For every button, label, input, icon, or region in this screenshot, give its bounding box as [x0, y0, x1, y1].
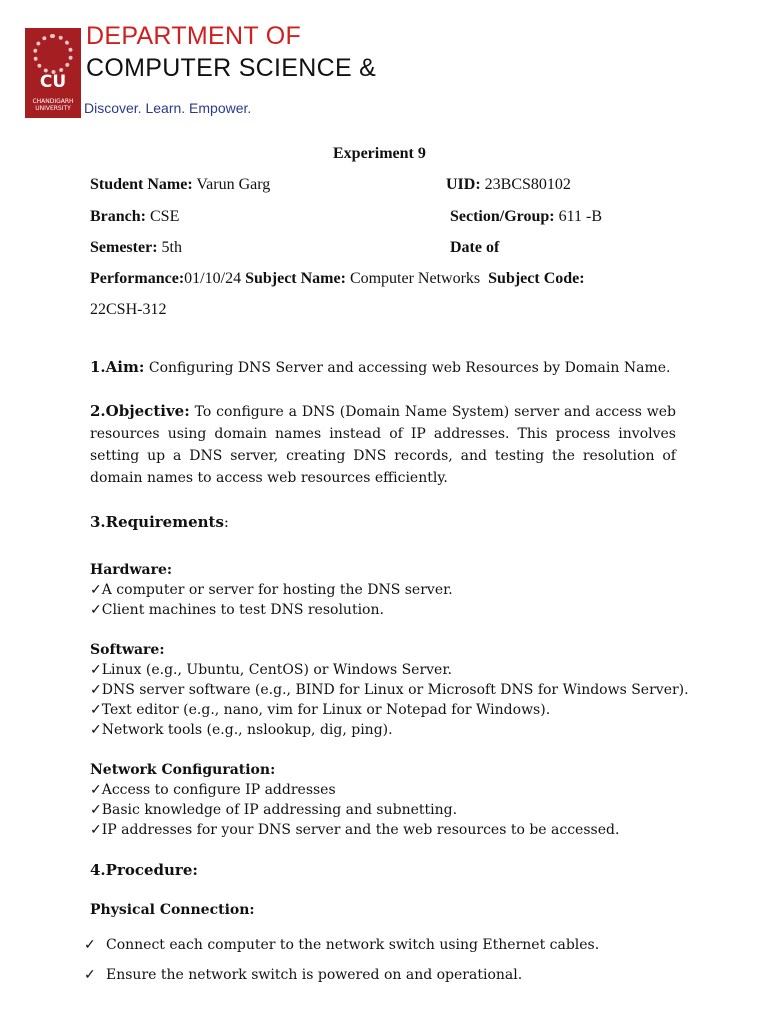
procedure-list — [84, 930, 599, 990]
uid-label: UID: — [446, 176, 481, 193]
section-row — [450, 208, 602, 226]
network-config-list — [90, 780, 619, 840]
branch-row — [90, 208, 179, 226]
software-list — [90, 660, 689, 740]
network-config-title: Network Configuration: — [90, 762, 276, 778]
branch-label: Branch: — [90, 208, 146, 225]
list-item: ✓ Ensure the network switch is powered on and operational. — [84, 960, 599, 990]
section-label: Section/Group: — [450, 208, 555, 225]
objective-section — [90, 400, 676, 489]
hardware-title: Hardware: — [90, 562, 173, 578]
check-icon: ✓ — [90, 582, 102, 598]
performance-row — [90, 270, 585, 288]
list-item: ✓Text editor (e.g., nano, vim for Linux or Notepad for Windows). — [90, 702, 551, 718]
subject-code-value: 22CSH-312 — [90, 301, 167, 318]
tagline: Discover. Learn. Empower. — [84, 100, 252, 116]
gear-emblem-icon — [33, 34, 73, 74]
logo-text: CU — [39, 72, 67, 92]
requirements-label: 3.Requirements — [90, 513, 224, 531]
hardware-list — [90, 580, 453, 620]
semester-label: Semester: — [90, 239, 158, 256]
experiment-title: Experiment 9 — [333, 145, 426, 162]
date-label: Date of — [450, 239, 500, 256]
check-icon: ✓ — [84, 937, 96, 953]
objective-label: 2.Objective: — [90, 402, 190, 420]
performance-label: Performance: — [90, 270, 185, 287]
requirements-colon: : — [223, 513, 229, 531]
check-icon: ✓ — [90, 802, 102, 818]
check-icon: ✓ — [90, 662, 102, 678]
university-logo — [25, 28, 81, 118]
check-icon: ✓ — [84, 967, 96, 983]
student-name-value: Varun Garg — [196, 176, 271, 193]
list-item: ✓Network tools (e.g., nslookup, dig, ping). — [90, 722, 393, 738]
list-item: ✓Access to configure IP addresses — [90, 782, 336, 798]
list-item: ✓DNS server software (e.g., BIND for Linux or Microsoft DNS for Windows Server). — [90, 682, 689, 698]
performance-date: 01/10/24 — [184, 270, 242, 287]
check-icon: ✓ — [90, 702, 102, 718]
semester-value: 5th — [161, 239, 182, 256]
list-item: ✓Client machines to test DNS resolution. — [90, 602, 384, 618]
subject-name-label: Subject Name: — [245, 270, 346, 287]
list-item: ✓ Connect each computer to the network switch using Ethernet cables. — [84, 930, 599, 960]
department-line2: COMPUTER SCIENCE & — [86, 54, 377, 82]
uid-row — [446, 176, 571, 194]
student-name-row — [90, 176, 270, 194]
check-icon: ✓ — [90, 722, 102, 738]
requirements-heading — [90, 513, 229, 531]
check-icon: ✓ — [90, 602, 102, 618]
uid-value: 23BCS80102 — [484, 176, 571, 193]
branch-value: CSE — [150, 208, 180, 225]
semester-row — [90, 239, 182, 257]
list-item: ✓A computer or server for hosting the DNS server. — [90, 582, 453, 598]
check-icon: ✓ — [90, 782, 102, 798]
physical-connection-title: Physical Connection: — [90, 902, 255, 918]
subject-code-label: Subject Code: — [488, 270, 585, 287]
aim-label: 1.Aim: — [90, 358, 145, 376]
student-name-label: Student Name: — [90, 176, 193, 193]
check-icon: ✓ — [90, 822, 102, 838]
objective-text: To configure a DNS (Domain Name System) server and access web resources using domain names instead of IP addresses. This process involves setting up a DNS server, creating DNS records, and testing the resolution of domain names to access web resources efficiently. — [90, 404, 676, 486]
procedure-heading: 4.Procedure: — [90, 861, 198, 879]
subject-name-value: Computer Networks — [349, 270, 481, 287]
software-title: Software: — [90, 642, 165, 658]
aim-text: Configuring DNS Server and accessing web Resources by Domain Name. — [148, 360, 671, 376]
list-item: ✓IP addresses for your DNS server and the web resources to be accessed. — [90, 822, 620, 838]
aim-section — [90, 356, 690, 379]
check-icon: ✓ — [90, 682, 102, 698]
list-item: ✓Basic knowledge of IP addressing and subnetting. — [90, 802, 458, 818]
list-item: ✓Linux (e.g., Ubuntu, CentOS) or Windows Server. — [90, 662, 452, 678]
logo-subtext: CHANDIGARH UNIVERSITY — [32, 98, 74, 112]
section-value: 611 -B — [558, 208, 603, 225]
department-line1: DEPARTMENT OF — [86, 22, 302, 50]
